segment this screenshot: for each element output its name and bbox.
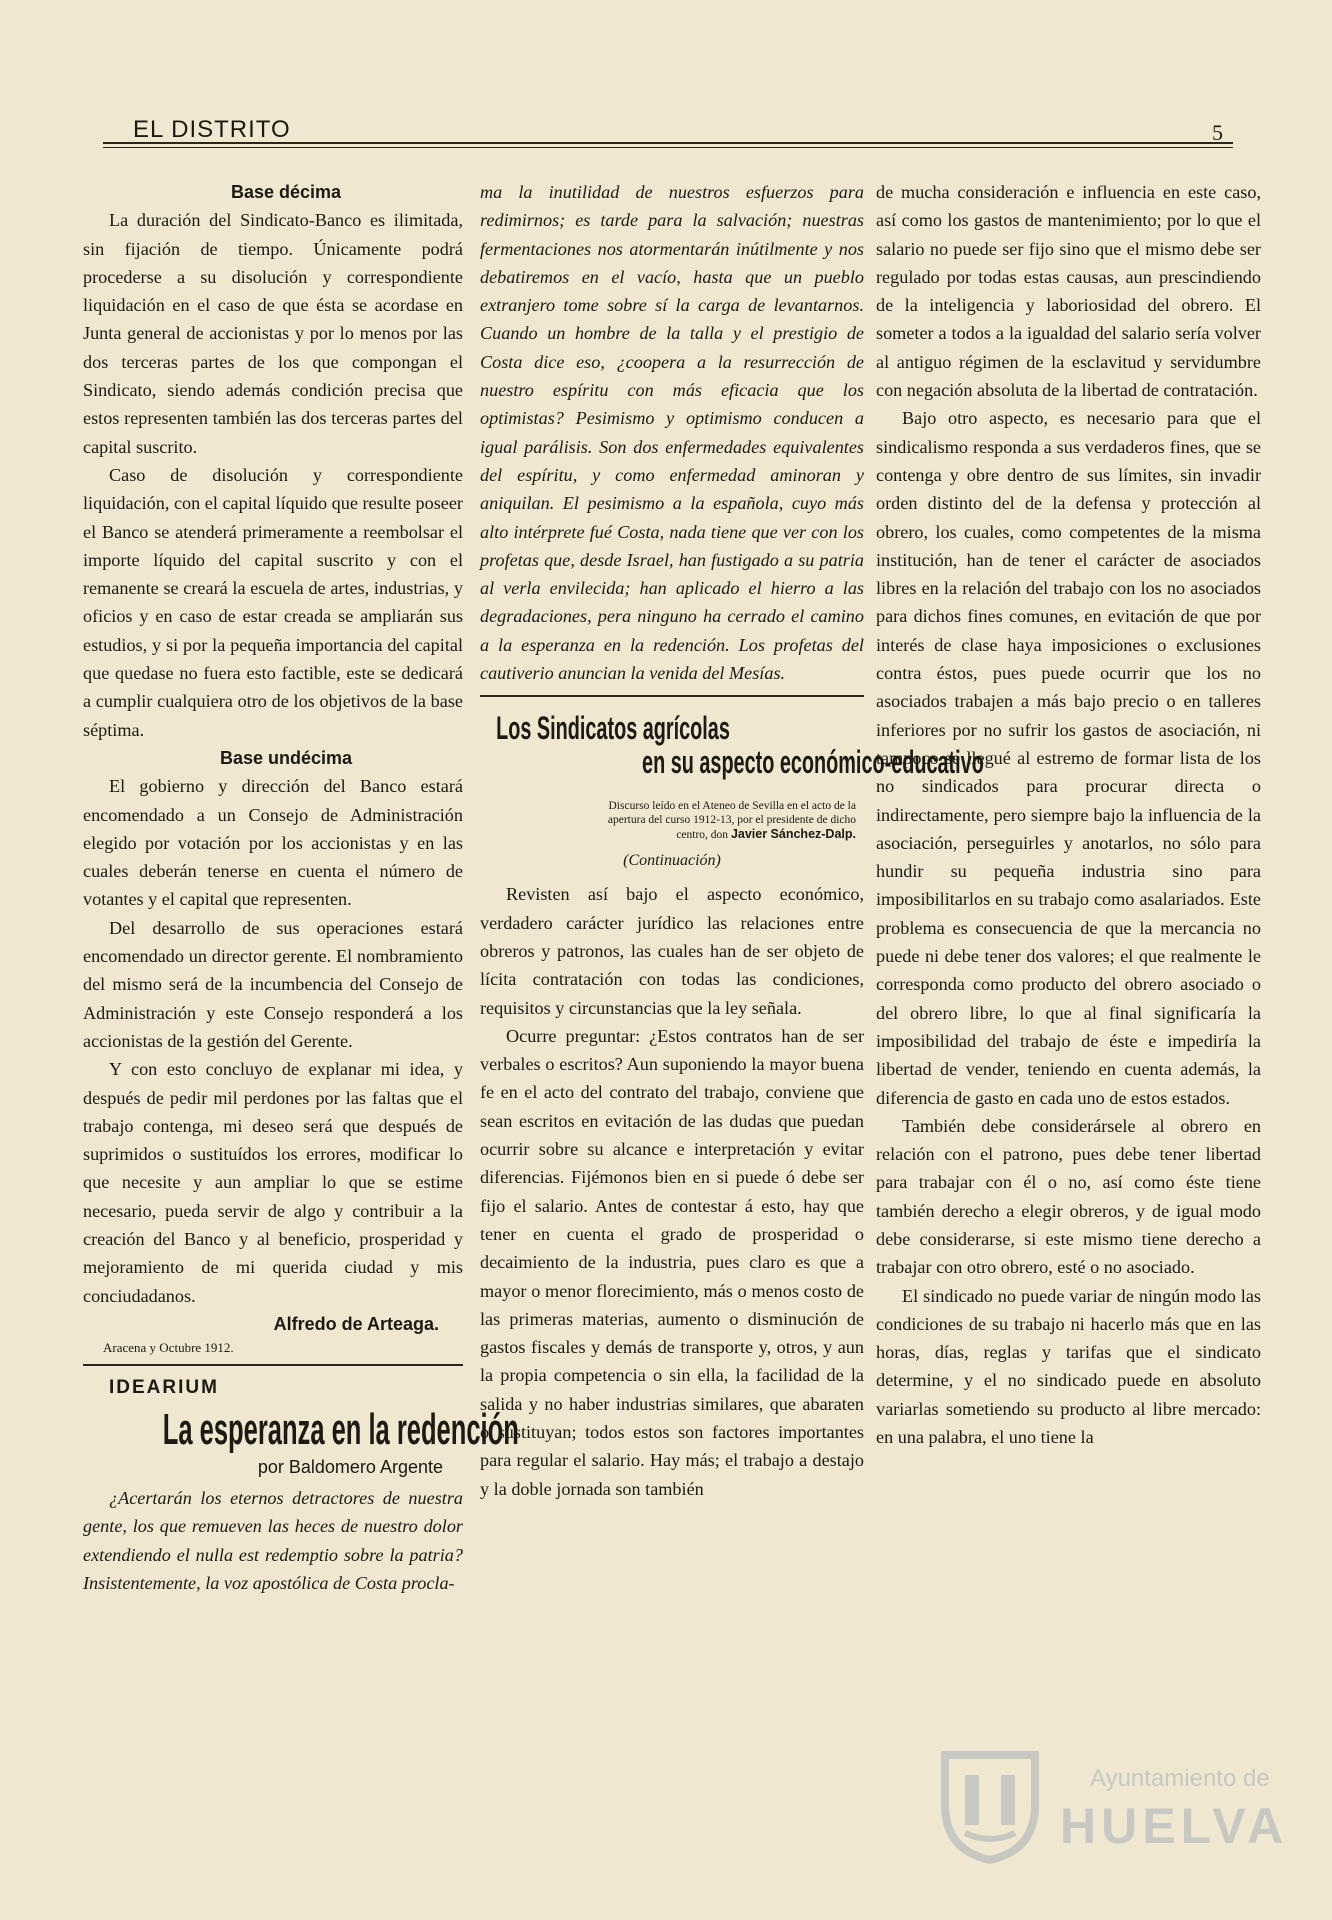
article-divider <box>480 695 864 697</box>
paragraph: Ocurre preguntar: ¿Estos contratos han de ser verbales o escritos? Aun suponiendo la mayor buena fe en el acto del contrato del trabajo, conviene que sean escritos en evitación de las dudas que puedan ocurrir sobre su alcance e interpretación y evitar diferencias. Fijémonos bien en si puede ó debe ser fijo el salario. Antes de contestar á esto, hay que tener en cuenta el grado de prosperidad o decaimiento de la industria, pues claro es que a mayor o menor florecimiento, más o menos costo de las primeras materias, aumento o disminución de gastos fiscales y demás de transporte y, otros, y aun la propia competencia o sin ella, la facilidad de la salida y no haber industrias similares, que abaraten o sustituyan; todos estos son factores importantes para regular el salario. Hay más; el trabajo a destajo y la doble jornada son también <box>480 1025 864 1499</box>
watermark-line-1: Ayuntamiento de <box>1090 1765 1270 1792</box>
note-author: Javier Sánchez-Dalp. <box>730 827 856 842</box>
paragraph: Bajo otro aspecto, es necesario para que el sindicalismo responda a sus verdaderos fines, que se contenga y obre dentro de sus límites, sin invadir orden distinto del de la defensa y protección al obrero, los cuales, como competentes de la misma institución, han de tener el carácter de asociados libres en la relación del trabajo con los no asociados para dichos fines comunes, en evitación de que por interés de clase haya imposiciones o exclusiones contra éstos, pues puede ocurrir que los no asociados trabajen a más bajo precio o en talleres inferiores por no sufrir los gastos de asociación, ni tampoco se llegué al estremo de formar lista de los no sindicados para procurar directa o indirectamente, pero siempre bajo la influencia de la asociación, perseguirles y anotarlos, no sólo para hundir su pequeña industria sino para imposibilitarlos en su trabajo como asalariados. Este problema es consecuencia de que la mercancia no puede ni debe tener dos valores; el que realmente le corresponda como producto del obrero asociado o del obrero libre, lo que al final significaría la imposibilidad del trabajo de éste e impediría la libertad de vender, teniendo en cuenta además, la diferencia de gasto en cada uno de estos estados. <box>876 408 1261 1108</box>
column-2 <box>480 178 984 1503</box>
paragraph: El sindicado no puede variar de ningún modo las condiciones de su trabajo ni hacerlo más que en las horas, días, reglas y tarifas que el sindicato determine, y el no sindicado puede en absoluto variarlas sometiendo su producto al libre mercado: en una palabra, el uno tiene la <box>876 1285 1261 1448</box>
masthead <box>103 112 1233 145</box>
article-title: La esperanza en la redención <box>162 1405 519 1455</box>
section-divider <box>83 1364 463 1366</box>
article-body <box>83 1484 463 1597</box>
heading-base-undecima: Base undécima <box>219 747 353 768</box>
paragraph: Revisten así bajo el aspecto económico, verdadero carácter jurídico las relaciones entre obreros y patronos, las cuales han de ser objeto de lícita contratación con todas las condiciones, requisitos y circunstancias que la ley señala. <box>480 884 864 1018</box>
section-label: IDEARIUM <box>109 1377 219 1399</box>
dateline: Aracena y Octubre 1912. <box>103 1340 234 1356</box>
headline-line-1: Los Sindicatos agrícolas <box>496 710 730 747</box>
page-number: 5 <box>1212 120 1223 145</box>
paragraph: Y con esto concluyo de explanar mi idea, y después de pedir mil perdones por las faltas que el trabajo contenga, mi deseo será que después de suprimidos o sustituídos los errores, modificar lo que necesite y aun ampliar lo que se estime necesario, pueda servir de algo y contribuir a la creación del Banco y al beneficio, prosperidad y mejoramiento de mi querida ciudad y mis conciudadanos. <box>83 1059 463 1306</box>
paragraph: Del desarrollo de sus operaciones estará encomendado un director gerente. El nombramiento del mismo será de la incumbencia del Consejo de Administración y este Consejo responderá a los accionistas de la gestión del Gerente. <box>83 917 463 1051</box>
note-text: Discurso leído en el Ateneo de Sevilla en el acto de la apertura del curso 1912-13, por el presidente de dicho centro, don <box>607 800 856 842</box>
paragraph: de mucha consideración e influencia en este caso, así como los gastos de mantenimiento; por lo que el salario no puede ser fijo sino que el mismo debe ser regulado por todas estas causas, aun prescindiendo de la inteligencia y laboriosidad del obrero. El someter a todos a la igualdad del salario sería volver al antiguo régimen de la esclavitud y servidumbre con negación absoluta de la libertad de contratación. <box>876 182 1261 401</box>
paragraph: ma la inutilidad de nuestros esfuerzos para redimirnos; es tarde para la salvación; nuestras fermentaciones nos atormentarán inútilmente y nos debatiremos en el vacío, hasta que un pueblo extranjero tome sobre sí la carga de levantarnos. Cuando un hombre de la talla y el prestigio de Costa dice eso, ¿coopera a la resurrección de nuestro espíritu con más eficacia que los optimistas? Pesimismo y optimismo conducen a igual parálisis. Son dos enfermedades equivalentes del espíritu, y como enfermedad aminoran y aniquilan. El pesimismo a la española, cuyo más alto intérprete fué Costa, nada tiene que ver con los profetas que, desde Israel, han fustigado a su patria al verla envilecida; han aplicado el hierro a las degradaciones, pera ninguno ha cerrado el camino a la esperanza en la redención. Los profetas del cautiverio anuncian la venida del Mesías. <box>480 182 864 684</box>
article-continuation <box>480 178 864 687</box>
paragraph: ¿Acertarán los eternos detractores de nuestra gente, los que remueven las heces de nuestro dolor extendiendo el nulla est redemptio sobre la patria? Insistentemente, la voz apostólica de Costa procla- <box>83 1488 463 1594</box>
masthead-rule <box>103 142 1233 148</box>
coat-of-arms-icon <box>935 1745 1045 1865</box>
headline-line-2: en su aspecto económico-educativo <box>642 744 984 781</box>
watermark-line-2: HUELVA <box>1060 1798 1289 1854</box>
continuation-label: (Continuación) <box>623 852 721 870</box>
paragraph: La duración del Sindicato-Banco es ilimitada, sin fijación de tiempo. Únicamente podrá procederse a su disolución y correspondiente liquidación en el caso de que ésta se acordase en Junta general de accionistas y por lo menos por las dos terceras partes de los que compongan el Sindicato, siendo además condición precisa que estos representen también las dos terceras partes del capital suscrito. <box>83 210 463 457</box>
paragraph: También debe considerársele al obrero en relación con el patrono, pues debe tener libertad para trabajar con él o no, así como éste tiene también derecho a elegir obreros, y de igual modo debe considerarse, si este mismo tiene derecho a trabajar con otro obrero, esté o no asociado. <box>876 1115 1261 1278</box>
column-3 <box>876 178 1261 1451</box>
signature: Alfredo de Arteaga. <box>273 1313 439 1334</box>
paragraph: Caso de disolución y correspondiente liquidación, con el capital líquido que resulte poseer el Banco se atenderá primeramente a reembolsar el importe líquido del capital suscrito y con el remanente se creará la escuela de artes, industrias, y oficios y en caso de estar creada se ampliarán sus estudios, y si por la pequeña importancia del capital que quedase no fuera esto factible, este se dedicará a cumplir cualquiera otro de los objetivos de la base séptima. <box>83 464 463 740</box>
watermark <box>935 1745 1289 1865</box>
newspaper-title: EL DISTRITO <box>133 116 291 143</box>
byline: por Baldomero Argente <box>257 1457 443 1478</box>
column-1 <box>83 178 519 1597</box>
heading-base-decima: Base décima <box>230 182 342 202</box>
paragraph: El gobierno y dirección del Banco estará encomendado a un Consejo de Administración elegido por votación por los accionistas y en las cuales deberán tenerse en cuenta el número de votantes y el capital que representen. <box>83 776 463 910</box>
speech-note <box>600 799 856 842</box>
